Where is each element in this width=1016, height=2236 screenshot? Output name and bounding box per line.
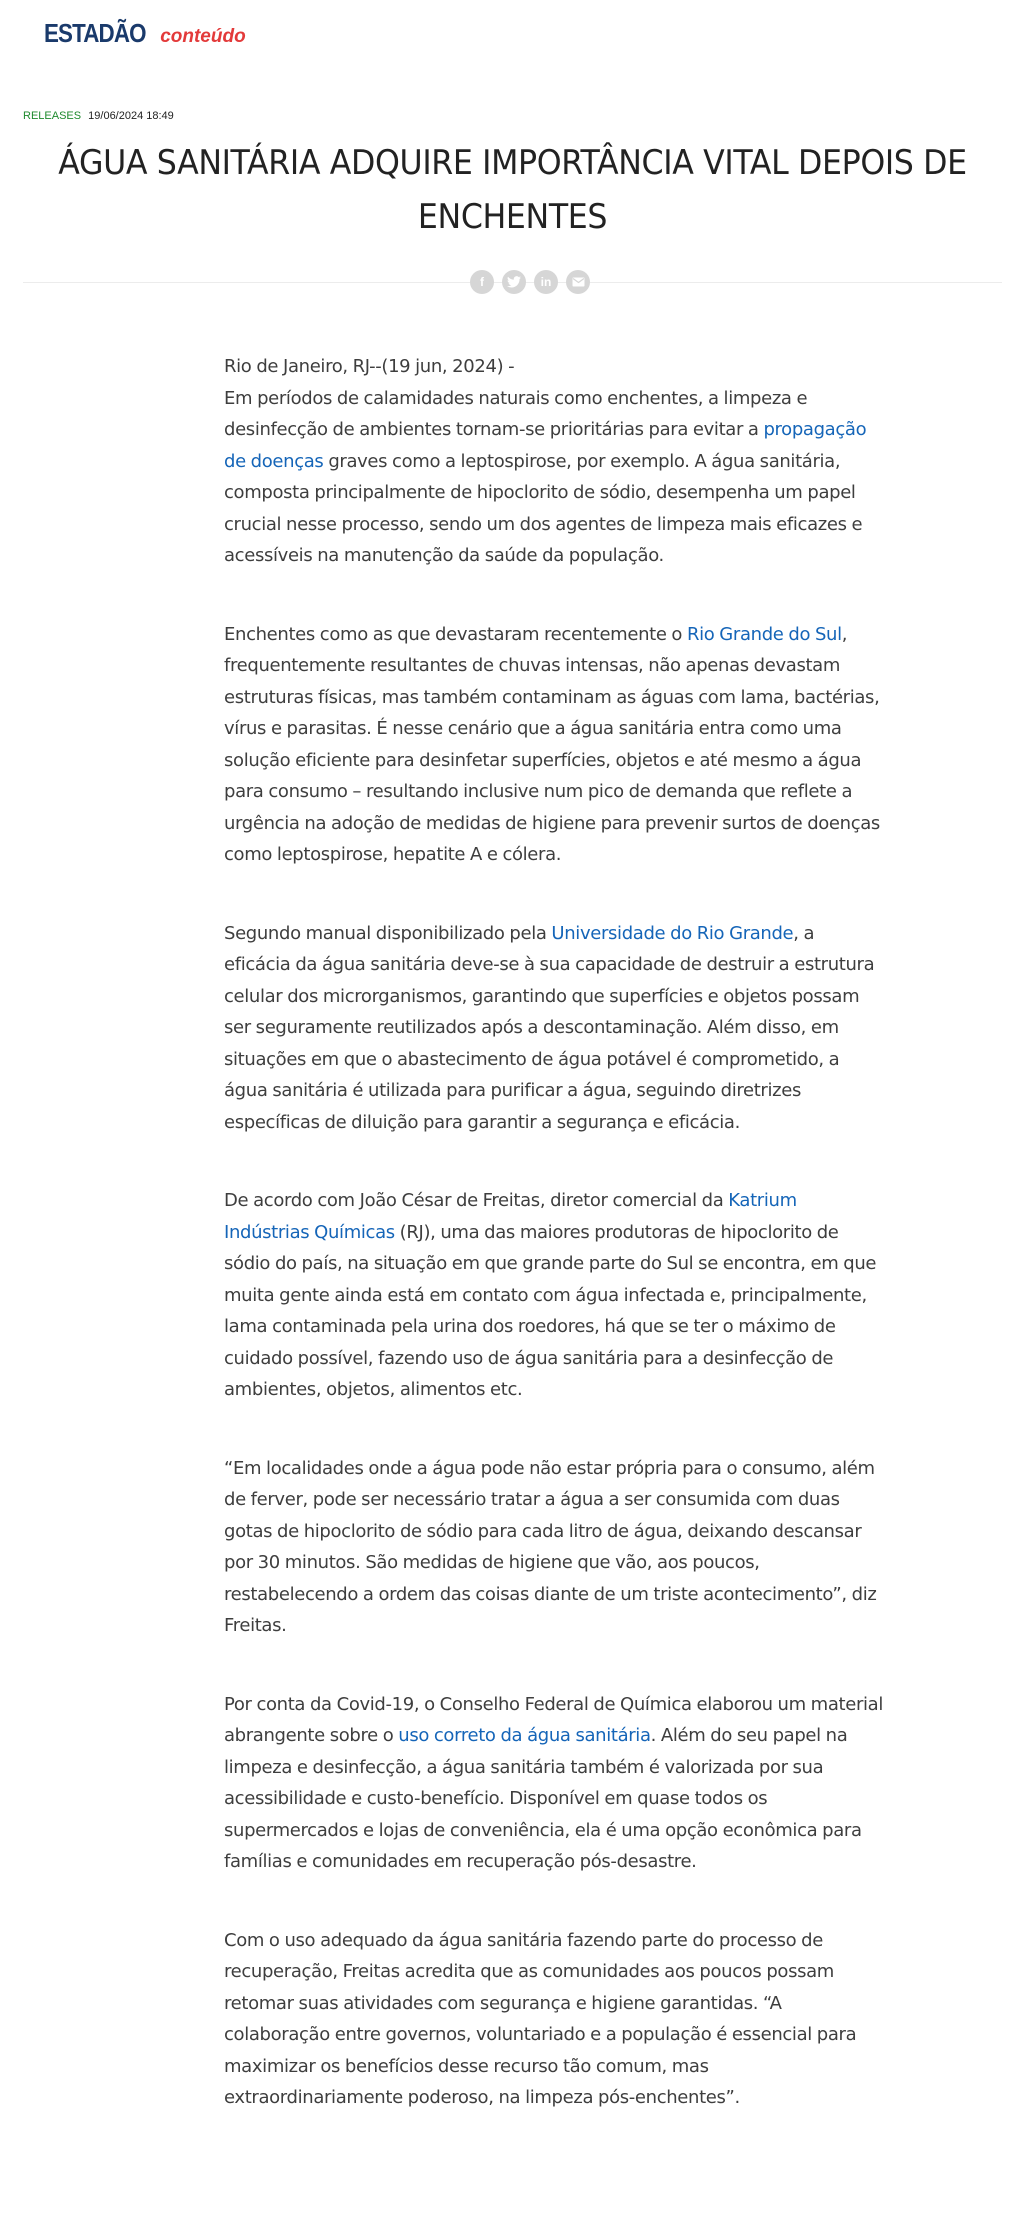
- paragraph-text: Segundo manual disponibilizado pela: [224, 922, 552, 944]
- paragraph-text: Por conta da Covid-19, o Conselho Federal de Química elaborou um material abrangente sobre o: [224, 1693, 883, 1746]
- twitter-icon[interactable]: [502, 270, 526, 294]
- paragraph-text: , a eficácia da água sanitária deve-se à sua capacidade de destruir a estrutura celular dos microrganismos, garantindo que superfícies e objetos possam ser seguramente reutilizados após a descontaminação. Além disso, em situações em que o abastecimento de água potável é comprometido, a água sanitária é utilizada para purificar a água, seguindo diretrizes específicas de diluição para garantir a segurança e eficácia.: [224, 922, 875, 1133]
- facebook-icon[interactable]: [470, 270, 494, 294]
- link-katrium[interactable]: Katrium Indústrias Químicas: [224, 1190, 797, 1243]
- paragraph-text: graves como a leptospirose, por exemplo. A água sanitária, composta principalmente de hipoclorito de sódio, desempenha um papel crucial nesse processo, sendo um dos agentes de limpeza mais eficazes e acessíveis na manutenção da saúde da população.: [224, 450, 863, 566]
- paragraph-5: “Em localidades onde a água pode não estar própria para o consumo, além de ferver, pode ser necessário tratar a água a ser consumida com duas gotas de hipoclorito de sódio para cada litro de água, deixando descansar por 30 minutos. São medidas de higiene que vão, aos poucos, restabelecendo a ordem das coisas diante de um triste acontecimento”, diz Freitas.: [224, 1457, 877, 1636]
- linkedin-icon[interactable]: [534, 270, 558, 294]
- dateline: Rio de Janeiro, RJ--(19 jun, 2024) -: [224, 356, 515, 377]
- logo-sub-text: conteúdo: [160, 26, 246, 47]
- link-rio-grande-do-sul[interactable]: Rio Grande do Sul: [686, 623, 842, 645]
- publish-datetime: 19/06/2024 18:49: [88, 110, 174, 122]
- share-bar: [470, 270, 590, 294]
- article-title: ÁGUA SANITÁRIA ADQUIRE IMPORTÂNCIA VITAL DEPOIS DE ENCHENTES: [58, 143, 967, 237]
- paragraph-1: [224, 351, 884, 572]
- category-label[interactable]: RELEASES: [23, 110, 82, 122]
- paragraph-7: Com o uso adequado da água sanitária fazendo parte do processo de recuperação, Freitas acredita que as comunidades aos poucos possam retomar suas atividades com segurança e higiene garantidas. “A colaboração entre governos, voluntariado e a população é essencial para maximizar os benefícios desse recurso tão comum, mas extraordinariamente poderoso, na limpeza pós-enchentes”.: [224, 1929, 857, 2108]
- logo-main-text: ESTADÃO: [44, 18, 146, 48]
- paragraph-4: [224, 1185, 884, 1406]
- paragraph-3: [224, 918, 884, 1139]
- paragraph-text: (RJ), uma das maiores produtoras de hipoclorito de sódio do país, na situação em que grande parte do Sul se encontra, em que muita gente ainda está em contato com água infectada e, principalmente, lama contaminada pela urina dos roedores, há que se ter o máximo de cuidado possível, fazendo uso de água sanitária para a desinfecção de ambientes, objetos, alimentos etc.: [224, 1221, 877, 1400]
- paragraph-text: De acordo com João César de Freitas, diretor comercial da: [224, 1190, 729, 1211]
- link-propagacao-doencas[interactable]: propagação de doenças: [224, 419, 867, 472]
- paragraph-6: [224, 1689, 884, 1878]
- link-universidade-rio-grande[interactable]: Universidade do Rio Grande: [551, 922, 794, 944]
- paragraph-text: . Além do seu papel na limpeza e desinfecção, a água sanitária também é valorizada por sua acessibilidade e custo-benefício. Disponível em quase todos os supermercados e lojas de conveniência, ela é uma opção econômica para famílias e comunidades em recuperação pós-desastre.: [224, 1725, 862, 1872]
- article-meta: [23, 110, 174, 122]
- email-icon[interactable]: [566, 270, 590, 294]
- site-logo[interactable]: [44, 18, 246, 49]
- article-body: [224, 351, 884, 2161]
- linkedin-glyph: in: [540, 275, 552, 289]
- link-uso-correto-agua-sanitaria[interactable]: uso correto da água sanitária: [398, 1725, 651, 1746]
- facebook-glyph: f: [480, 275, 484, 289]
- paragraph-text: Em períodos de calamidades naturais como enchentes, a limpeza e desinfecção de ambientes tornam-se prioritárias para evitar a: [224, 387, 808, 440]
- paragraph-text: Enchentes como as que devastaram recentemente o: [224, 623, 687, 645]
- paragraph-2: [224, 619, 884, 871]
- paragraph-text: , frequentemente resultantes de chuvas intensas, não apenas devastam estruturas físicas, mas também contaminam as águas com lama, bactérias, vírus e parasitas. É nesse cenário que a água sanitária entra como uma solução eficiente para desinfetar superfícies, objetos e até mesmo a água para consumo – resultando inclusive num pico de demanda que reflete a urgência na adoção de medidas de higiene para prevenir surtos de doenças como leptospirose, hepatite A e cólera.: [224, 623, 880, 865]
